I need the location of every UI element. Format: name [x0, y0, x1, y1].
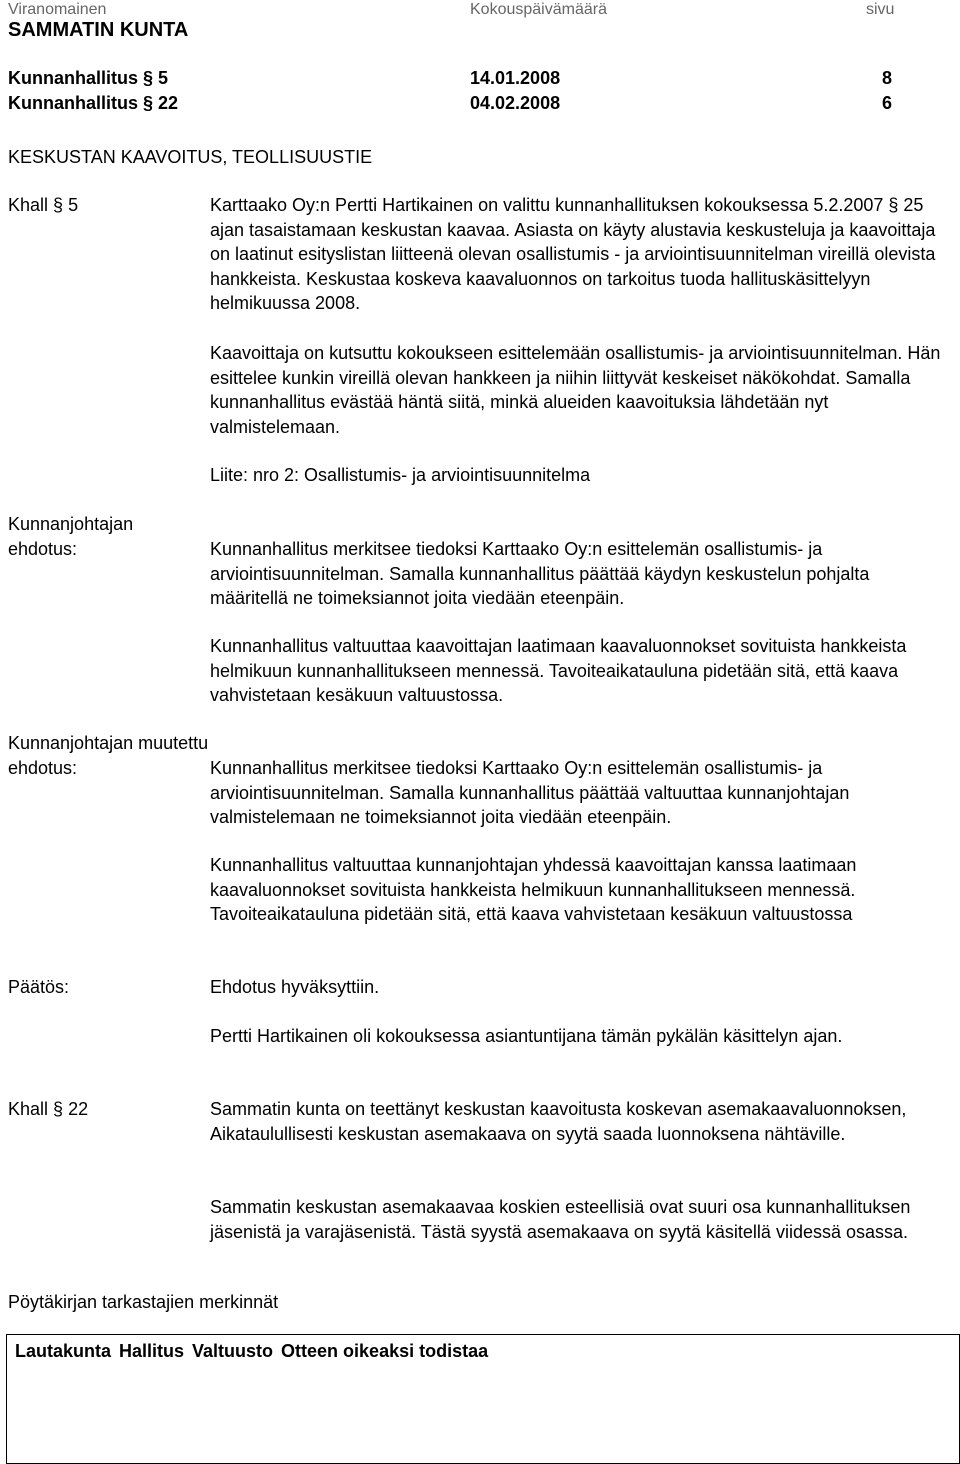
khall-number: 22 — [68, 1099, 89, 1119]
footer-col-certification: Otteen oikeaksi todistaa — [281, 1341, 489, 1361]
meeting-body: Kunnanhallitus — [8, 93, 138, 113]
khall22-paragraph-1: Sammatin kunta on teettänyt keskustan kaavoitusta koskevan asemakaavaluonnoksen, Aikataulullisesti keskustan asemakaava on syytä saada luonnoksena nähtäville. — [210, 1099, 907, 1144]
subject-heading: KESKUSTAN KAAVOITUS, TEOLLISUUSTIE — [8, 147, 373, 167]
meeting-line-2 — [8, 91, 178, 115]
modified-proposal-paragraph-1: Kunnanhallitus merkitsee tiedoksi Karttaako Oy:n esittelemän osallistumis- ja arviointisuunnitelman. Samalla kunnanhallitus päättää valtuuttaa kunnanjohtajan valmistelemaan ne toimeksiannot joita viedään eteenpäin. — [210, 758, 850, 827]
footer-caption: Pöytäkirjan tarkastajien merkinnät — [8, 1292, 279, 1312]
footer-table — [6, 1334, 960, 1464]
proposal-paragraph-1: Kunnanhallitus merkitsee tiedoksi Karttaako Oy:n esittelemän osallistumis- ja arviointisuunnitelman. Samalla kunnanhallitus päättää käydyn keskustelun pohjalta määritellä ne toimeksiannot joita viedään eteenpäin. — [210, 539, 870, 608]
modified-proposal-label-line1: Kunnanjohtajan muutettu — [8, 733, 209, 753]
khall-text: Khall — [8, 195, 49, 215]
decision-label: Päätös: — [8, 977, 70, 997]
footer-col-hallitus: Hallitus — [119, 1341, 185, 1361]
modified-proposal-label-line2: ehdotus: — [8, 758, 78, 778]
khall-text: Khall — [8, 1099, 49, 1119]
section-icon: § — [143, 93, 154, 113]
section-icon: § — [143, 68, 154, 88]
khall5-paragraph-1: Karttaako Oy:n Pertti Hartikainen on valittu kunnanhallituksen kokouksessa 5.2.2007 § 25 ajan tasaistamaan keskustan kaavaa. Asiasta on käyty alustavia keskusteluja ja kaavoittaja on laatinut esityslistan liitteenä olevan osallistumis - ja arviointisuunnitelman vireillä olevista hankkeista. Keskustaa koskeva kaavaluonnos on tarkoitus tuoda hallituskäsittelyyn helmikuussa 2008. — [210, 195, 936, 313]
header-page-label: sivu — [866, 1, 895, 18]
meeting-date: 14.01.2008 — [470, 68, 561, 88]
header-date-label: Kokouspäivämäärä — [470, 1, 607, 18]
header-authority-label: Viranomainen — [8, 1, 107, 18]
khall-number: 5 — [68, 195, 79, 215]
khall5-paragraph-2: Kaavoittaja on kutsuttu kokoukseen esittelemään osallistumis- ja arviointisuunnitelman. Hän esittelee kunkin vireillä olevan hankkeen ja niihin liittyvät keskeiset näkökohdat. Samalla kunnanhallitus evästää häntä siitä, minkä alueiden kaavoituksia lähdetään nyt valmistelemaan. — [210, 343, 941, 437]
footer-col-lautakunta: Lautakunta — [15, 1341, 112, 1361]
khall22-label — [8, 1097, 88, 1121]
meeting-page: 8 — [882, 68, 893, 88]
decision-paragraph-2: Pertti Hartikainen oli kokouksessa asiantuntijana tämän pykälän käsittelyn ajan. — [210, 1026, 843, 1046]
khall22-paragraph-2: Sammatin keskustan asemakaavaa koskien esteellisiä ovat suuri osa kunnanhallituksen jäsenistä ja varajäsenistä. Tästä syystä asemakaava on syytä käsitellä viidessä osassa. — [210, 1197, 911, 1242]
proposal-label-line1: Kunnanjohtajan — [8, 514, 134, 534]
meeting-section: 22 — [158, 93, 179, 113]
footer-col-valtuusto: Valtuusto — [192, 1341, 274, 1361]
meeting-page: 6 — [882, 93, 893, 113]
meeting-date: 04.02.2008 — [470, 93, 561, 113]
khall5-attachment: Liite: nro 2: Osallistumis- ja arviointisuunnitelma — [210, 465, 591, 485]
decision-paragraph-1: Ehdotus hyväksyttiin. — [210, 977, 380, 997]
meeting-body: Kunnanhallitus — [8, 68, 138, 88]
section-icon: § — [53, 195, 64, 215]
section-icon: § — [53, 1099, 64, 1119]
khall5-label — [8, 193, 78, 217]
meeting-line-1 — [8, 66, 168, 90]
modified-proposal-paragraph-2: Kunnanhallitus valtuuttaa kunnanjohtajan yhdessä kaavoittajan kanssa laatimaan kaavaluonnokset sovituista hankkeista helmikuun kunnanhallitukseen mennessä. Tavoiteaikatauluna pidetään sitä, että kaava vahvistetaan kesäkuun valtuustossa — [210, 855, 857, 924]
proposal-paragraph-2: Kunnanhallitus valtuuttaa kaavoittajan laatimaan kaavaluonnokset sovituista hankkeista helmikuun kunnanhallitukseen mennessä. Tavoiteaikatauluna pidetään sitä, että kaava vahvistetaan kesäkuun valtuustossa. — [210, 636, 907, 705]
meeting-section: 5 — [158, 68, 169, 88]
authority-name: SAMMATIN KUNTA — [8, 19, 189, 41]
proposal-label-line2: ehdotus: — [8, 539, 78, 559]
